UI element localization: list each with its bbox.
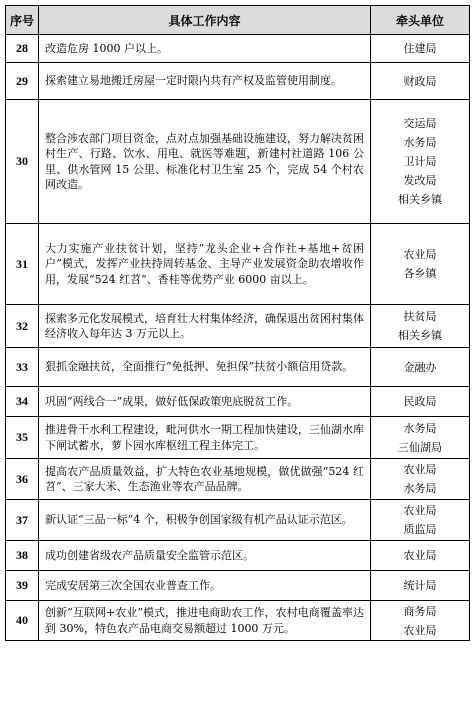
- lead-unit: 水务局: [403, 136, 437, 149]
- lead-unit: 质监局: [403, 523, 437, 536]
- lead-unit: 各乡镇: [403, 267, 437, 280]
- row-content: 提高农产品质量效益，扩大特色农业基地规模，做优做强“524 红苕”、三家大米、生态渔业等农产品品牌。: [39, 459, 371, 500]
- table-row: [6, 224, 470, 305]
- lead-unit: 相关乡镇: [398, 193, 442, 206]
- table-body: [6, 35, 470, 641]
- row-lead-units: [371, 305, 470, 348]
- row-lead-units: [371, 459, 470, 500]
- lead-unit: 农业局: [403, 463, 437, 476]
- lead-unit: 交运局: [403, 117, 437, 130]
- lead-unit: 卫计局: [403, 155, 437, 168]
- row-number: 39: [6, 571, 39, 601]
- lead-unit: 商务局: [403, 604, 437, 618]
- row-number: 34: [6, 387, 39, 417]
- lead-unit: 相关乡镇: [398, 329, 442, 342]
- row-content: 探索建立易地搬迁房屋一定时限内共有产权及监管使用制度。: [39, 63, 371, 100]
- row-lead-units: [371, 417, 470, 459]
- row-number: 38: [6, 541, 39, 571]
- row-content: 狠抓金融扶贫，全面推行“免抵押、免担保”扶贫小额信用贷款。: [39, 348, 371, 387]
- lead-unit: 农业局: [403, 549, 437, 562]
- table-row: [6, 571, 470, 601]
- row-lead-units: [371, 63, 470, 100]
- row-lead-units: [371, 224, 470, 305]
- row-content: 新认证“三品一标”4 个，积极争创国家级有机产品认证示范区。: [39, 500, 371, 541]
- table-row: [6, 417, 470, 459]
- lead-unit: 三仙湖局: [398, 440, 442, 454]
- header-unit: 牵头单位: [371, 6, 470, 35]
- table-row: [6, 541, 470, 571]
- lead-unit: 住建局: [403, 42, 437, 55]
- table-row: [6, 459, 470, 500]
- row-content: 整合涉农部门项目资金，点对点加强基础设施建设，努力解决贫困村生产、行路、饮水、用电、就医等难题，新建村社道路 106 公里、供水管网 15 公里、标准化村卫生室 25 个，完成 54 个村农网改造。: [39, 100, 371, 224]
- header-content: 具体工作内容: [39, 6, 371, 35]
- row-number: 37: [6, 500, 39, 541]
- row-lead-units: [371, 541, 470, 571]
- table-row: [6, 100, 470, 224]
- row-content: 创新“互联网+农业”模式，推进电商助农工作，农村电商覆盖率达到 30%，特色农产品电商交易额超过 1000 万元。: [39, 601, 371, 641]
- table-row: [6, 63, 470, 100]
- row-number: 36: [6, 459, 39, 500]
- table-row: [6, 348, 470, 387]
- row-lead-units: [371, 348, 470, 387]
- table-row: [6, 35, 470, 63]
- table-row: [6, 601, 470, 641]
- row-lead-units: [371, 35, 470, 63]
- lead-unit: 水务局: [403, 482, 437, 495]
- lead-unit: 农业局: [403, 248, 437, 261]
- header-num: 序号: [6, 6, 39, 35]
- work-table: [5, 5, 470, 641]
- row-content: 巩固“两线合一”成果，做好低保政策兜底脱贫工作。: [39, 387, 371, 417]
- row-lead-units: [371, 387, 470, 417]
- table-row: [6, 500, 470, 541]
- row-content: 推进骨干水利工程建设，毗河供水一期工程加快建设，三仙湖水库下闸试蓄水，萝卜园水库枢纽工程主体完工。: [39, 417, 371, 459]
- row-content: 探索多元化发展模式，培育壮大村集体经济，确保退出贫困村集体经济收入每年达 3 万元以上。: [39, 305, 371, 348]
- lead-unit: 农业局: [403, 623, 437, 637]
- lead-unit: 扶贫局: [403, 310, 437, 323]
- table-header-row: [6, 6, 470, 35]
- row-content: 大力实施产业扶贫计划，坚持“龙头企业+合作社+基地+贫困户”模式，发挥产业扶持周转基金、主导产业发展资金助农增收作用，发展“524 红苕”、香桂等优势产业 6000 亩以上。: [39, 224, 371, 305]
- row-number: 29: [6, 63, 39, 100]
- row-number: 31: [6, 224, 39, 305]
- lead-unit: 金融办: [403, 360, 437, 374]
- lead-unit: 民政局: [403, 395, 437, 408]
- row-content: 成功创建省级农产品质量安全监管示范区。: [39, 541, 371, 571]
- lead-unit: 财政局: [403, 74, 437, 88]
- lead-unit: 农业局: [403, 504, 437, 517]
- row-lead-units: [371, 500, 470, 541]
- row-content: 完成安居第三次全国农业普查工作。: [39, 571, 371, 601]
- table-row: [6, 387, 470, 417]
- table-row: [6, 305, 470, 348]
- row-number: 30: [6, 100, 39, 224]
- lead-unit: 水务局: [403, 421, 437, 435]
- row-number: 28: [6, 35, 39, 63]
- row-number: 33: [6, 348, 39, 387]
- row-content: 改造危房 1000 户以上。: [39, 35, 371, 63]
- row-number: 32: [6, 305, 39, 348]
- row-lead-units: [371, 571, 470, 601]
- row-number: 35: [6, 417, 39, 459]
- row-lead-units: [371, 100, 470, 224]
- lead-unit: 发改局: [403, 174, 437, 187]
- row-number: 40: [6, 601, 39, 641]
- lead-unit: 统计局: [403, 579, 437, 592]
- row-lead-units: [371, 601, 470, 641]
